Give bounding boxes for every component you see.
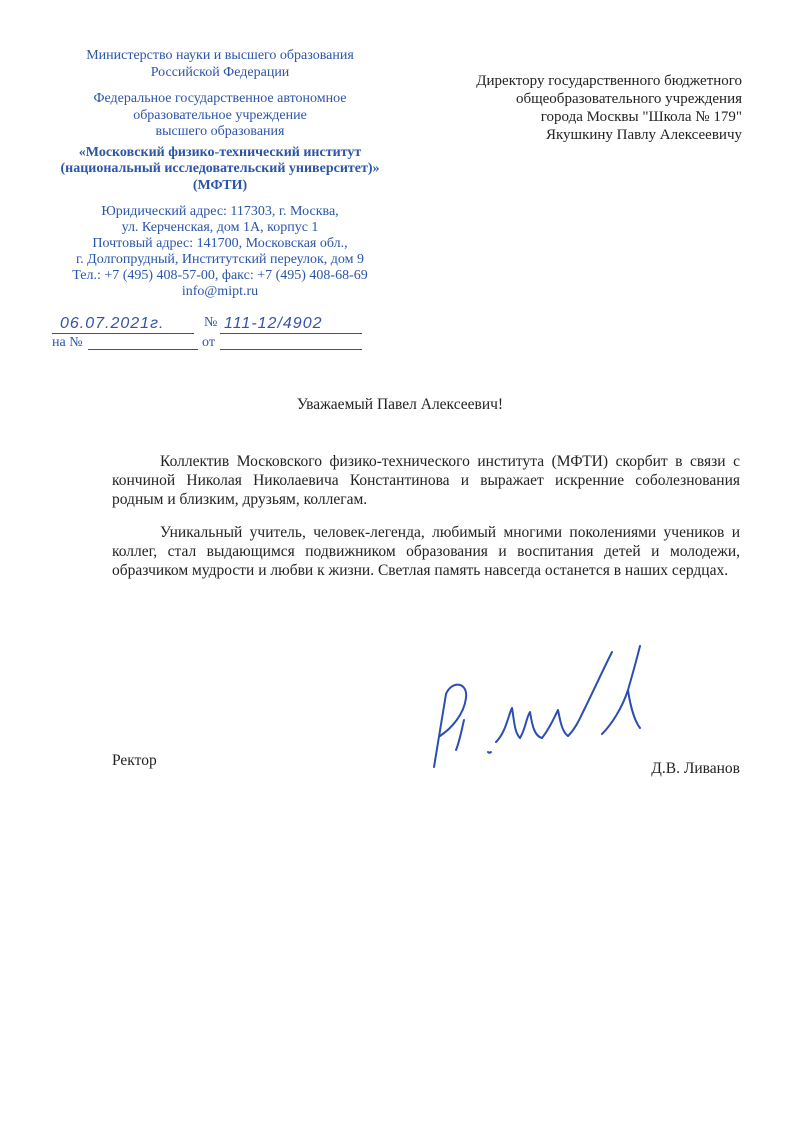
handwritten-signature: [416, 632, 656, 772]
ministry-block: [50, 48, 390, 81]
number-sign: №: [204, 315, 218, 330]
ministry-line-2: Российской Федерации: [150, 64, 290, 80]
reference-block: [52, 313, 372, 353]
addressee-line-3: города Москвы "Школа № 179": [540, 109, 742, 125]
postal-address-line-1: Почтовый адрес: 141700, Московская обл.,: [92, 236, 348, 251]
incoming-date-underline: [220, 349, 362, 350]
body-paragraph-1: Коллектив Московского физико-технического института (МФТИ) скорбит в связи с кончиной Николая Николаевича Константинова и выражает искренние соболезнования родным и близким, друзьям, коллегам.: [112, 453, 740, 508]
addressee-line-4: Якушкину Павлу Алексеевичу: [545, 127, 742, 143]
institute-type-line-3: высшего образования: [155, 124, 285, 139]
email-line: info@mipt.ru: [181, 284, 259, 299]
signature-drawing: [416, 632, 656, 772]
signer-title: Ректор: [112, 752, 157, 769]
addressee-line-1: Директору государственного бюджетного: [476, 73, 742, 89]
reference-row-incoming: [52, 333, 372, 353]
outgoing-date: 06.07.2021г.: [60, 315, 165, 332]
signer-name: Д.В. Ливанов: [651, 760, 740, 777]
incoming-number-label: на №: [52, 335, 83, 350]
postal-address-line-2: г. Долгопрудный, Институтский переулок, дом 9: [76, 252, 364, 267]
outgoing-number: 111-12/4902: [224, 315, 323, 332]
legal-address-line-1: Юридический адрес: 117303, г. Москва,: [101, 204, 339, 219]
ministry-line-1: Министерство науки и высшего образования: [86, 48, 354, 63]
address-block: [50, 204, 390, 300]
salutation: Уважаемый Павел Алексеевич!: [296, 396, 504, 413]
letter-body: [112, 452, 740, 594]
body-paragraph-2: Уникальный учитель, человек-легенда, любимый многими поколениями учеников и коллег, стал выдающимся подвижником образования и воспитания детей и молодежи, образчиком мудрости и любви к жизни. Светлая память навсегда останется в наших сердцах.: [112, 524, 740, 579]
institute-name-line-3: (МФТИ): [192, 177, 248, 193]
institute-name-line-1: «Московский физико-технический институт: [78, 144, 362, 160]
addressee-line-2: общеобразовательного учреждения: [515, 91, 742, 107]
incoming-date-label: от: [202, 335, 215, 350]
incoming-number-underline: [88, 349, 198, 350]
legal-address-line-2: ул. Керченская, дом 1А, корпус 1: [121, 220, 319, 235]
institute-type-line-1: Федеральное государственное автономное: [93, 91, 347, 106]
phones-line: Тел.: +7 (495) 408-57-00, факс: +7 (495) 408-68-69: [72, 268, 368, 283]
reference-row-outgoing: [52, 313, 372, 335]
addressee-block: [420, 72, 742, 144]
institute-name-block: [50, 145, 390, 195]
institute-type-block: [50, 91, 390, 141]
letterhead: [50, 48, 390, 300]
institute-name-line-2: (национальный исследовательский университет)»: [60, 161, 380, 176]
institute-type-line-2: образовательное учреждение: [133, 107, 307, 123]
